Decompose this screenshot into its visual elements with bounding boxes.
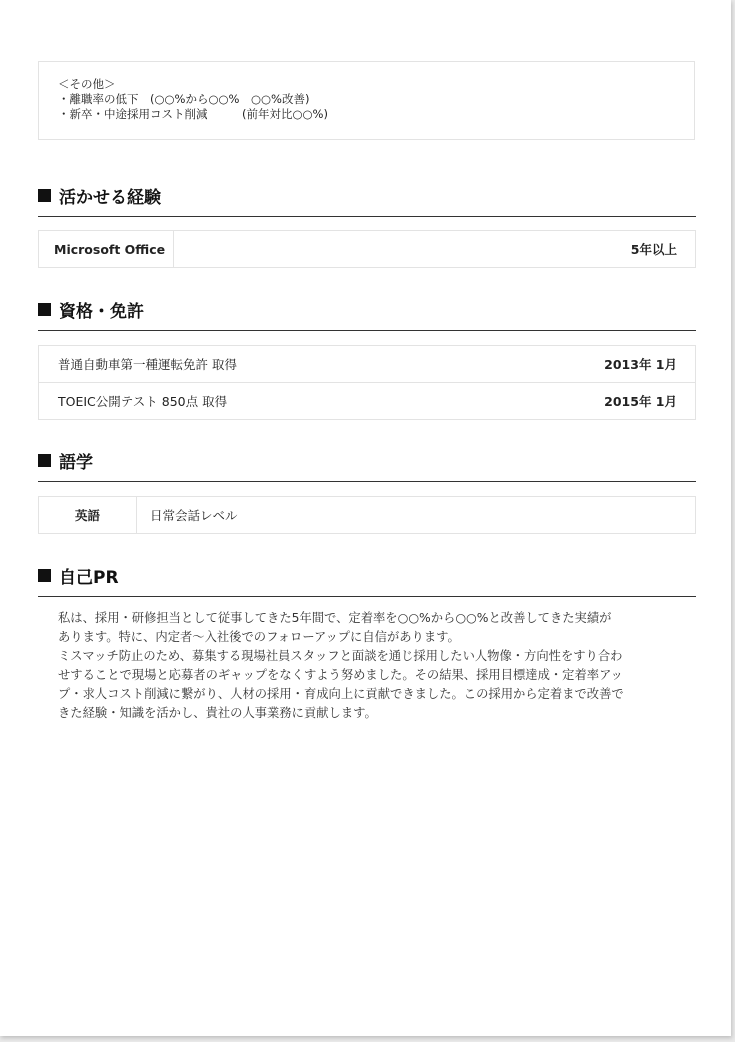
licenses-section-title [38,297,696,331]
language-row [39,497,695,533]
experience-value: 5年以上 [630,242,677,257]
licenses-title-text: 資格・免許 [59,302,144,322]
license-row [39,382,695,419]
self-pr-title-text: 自己PR [59,568,119,588]
self-pr-body [58,609,688,723]
license-row [39,346,695,382]
square-bullet-icon [38,189,51,202]
self-pr-line: ミスマッチ防止のため、募集する現場社員スタッフと面談を通じ採用したい人物像・方向性をすり合わ [58,649,623,663]
self-pr-line: 私は、採用・研修担当として従事してきた5年間で、定着率を○○%から○○%と改善してきた実績が [58,611,612,625]
square-bullet-icon [38,454,51,467]
self-pr-section-title [38,563,696,597]
self-pr-line: せすることで現場と応募者のギャップをなくすよう努めました。その結果、採用目標達成・定着率アッ [58,668,623,682]
square-bullet-icon [38,569,51,582]
other-heading: ＜その他＞ [58,77,116,91]
licenses-table [38,345,696,420]
license-date: 2013年 1月 [604,357,677,372]
language-name: 英語 [39,497,137,533]
self-pr-line: プ・求人コスト削減に繋がり、人材の採用・育成向上に貢献できました。この採用から定着まで改善で [58,687,624,701]
other-item: ・新卒・中途採用コスト削減 (前年対比○○%) [58,107,328,121]
experience-title-text: 活かせる経験 [59,188,161,208]
other-item: ・離職率の低下 (○○%から○○% ○○%改善) [58,92,310,106]
language-level: 日常会話レベル [150,508,238,523]
language-table [38,496,696,534]
self-pr-line: あります。特に、内定者〜入社後でのフォローアップに自信があります。 [58,630,460,644]
experience-table [38,230,696,268]
self-pr-line: きた経験・知識を活かし、貴社の人事業務に貢献します。 [58,706,377,720]
license-name: TOEIC公開テスト 850点 取得 [58,394,228,409]
license-date: 2015年 1月 [604,394,677,409]
experience-label: Microsoft Office [39,231,174,267]
language-title-text: 語学 [59,453,93,473]
square-bullet-icon [38,303,51,316]
license-name: 普通自動車第一種運転免許 取得 [58,357,237,372]
language-section-title [38,448,696,482]
other-achievements-box [38,61,695,140]
experience-section-title [38,183,696,217]
experience-row [39,231,695,267]
